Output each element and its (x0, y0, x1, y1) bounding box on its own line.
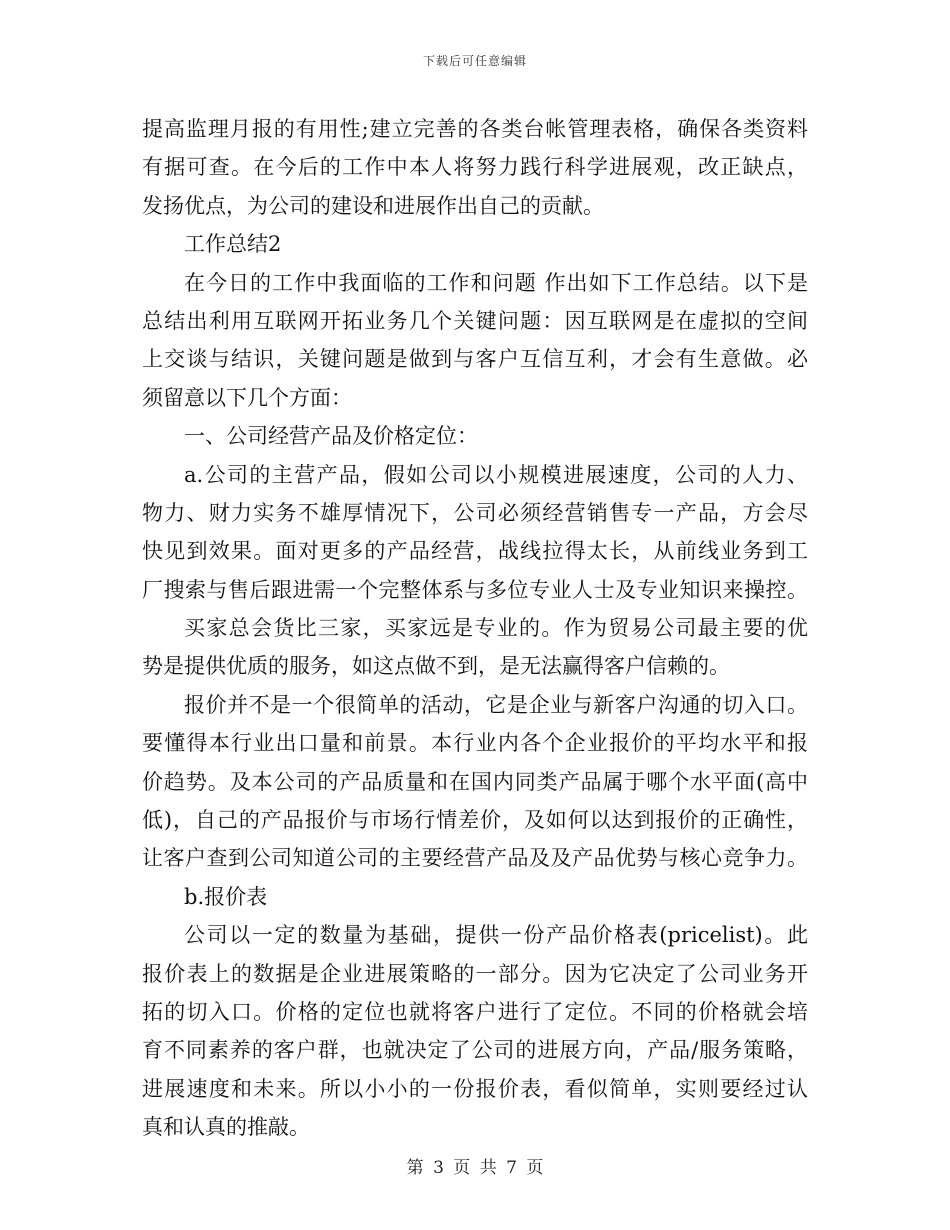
text-line: 须留意以下几个方面： (142, 385, 352, 410)
text-line: 报价表上的数据是企业进展策略的一部分。因为它决定了公司业务开 (142, 961, 808, 986)
text-line: 快见到效果。面对更多的产品经营，战线拉得太长，从前线业务到工 (142, 539, 808, 564)
text-line: 低)，自己的产品报价与市场行情差价，及如何以达到报价的正确性， (142, 808, 808, 833)
text-line: a.公司的主营产品，假如公司以小规模进展速度，公司的人力、 (184, 462, 808, 487)
text-line: 发扬优点，为公司的建设和进展作出自己的贡献。 (142, 193, 604, 218)
document-body (142, 110, 808, 1147)
text-line: 拓的切入口。价格的定位也就将客户进行了定位。不同的价格就会培 (142, 999, 808, 1024)
text-line: 上交谈与结识，关键问题是做到与客户互信互利，才会有生意做。必 (142, 347, 808, 372)
text-line: 要懂得本行业出口量和前景。本行业内各个企业报价的平均水平和报 (142, 731, 808, 756)
text-line: 进展速度和未来。所以小小的一份报价表，看似简单，实则要经过认 (142, 1076, 808, 1101)
text-line: 提高监理月报的有用性;建立完善的各类台帐管理表格，确保各类资料 (142, 117, 808, 141)
text-line: 一、公司经营产品及价格定位： (184, 424, 478, 449)
page-number-footer: 第 3 页 共 7 页 (406, 1158, 544, 1178)
text-line: 育不同素养的客户群，也就决定了公司的进展方向，产品/服务策略， (142, 1038, 808, 1063)
text-line: 有据可查。在今后的工作中本人将努力践行科学进展观，改正缺点， (142, 155, 808, 180)
text-line: 公司以一定的数量为基础，提供一份产品价格表(pricelist)。此 (184, 923, 808, 948)
text-line: 势是提供优质的服务，如这点做不到，是无法赢得客户信赖的。 (142, 654, 730, 679)
page-header-note: 下载后可任意编辑 (422, 54, 527, 68)
text-line: 在今日的工作中我面临的工作和问题 作出如下工作总结。以下是 (184, 270, 808, 295)
text-line: 真和认真的推敲。 (142, 1115, 310, 1140)
text-line: 物力、财力实务不雄厚情况下，公司必须经营销售专一产品，方会尽 (142, 500, 808, 525)
text-line: 厂搜索与售后跟进需一个完整体系与多位专业人士及专业知识来操控。 (142, 577, 808, 602)
text-line: 总结出利用互联网开拓业务几个关键问题：因互联网是在虚拟的空间 (142, 308, 808, 333)
text-line: 价趋势。及本公司的产品质量和在国内同类产品属于哪个水平面(高中 (142, 769, 808, 794)
text-line: 报价并不是一个很简单的活动，它是企业与新客户沟通的切入口。 (184, 692, 808, 717)
text-line: 让客户查到公司知道公司的主要经营产品及及产品优势与核心竞争力。 (142, 846, 808, 871)
text-line: 工作总结2 (184, 232, 282, 257)
text-line: 买家总会货比三家，买家远是专业的。作为贸易公司最主要的优 (184, 616, 808, 641)
text-line: b.报价表 (184, 884, 268, 909)
